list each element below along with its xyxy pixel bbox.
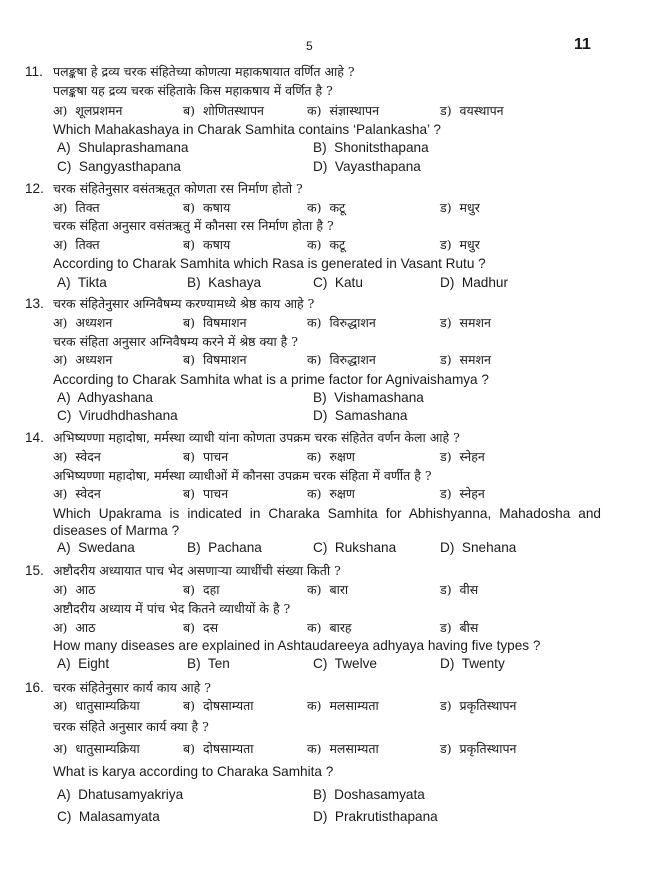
option-text: रुक्षण <box>329 486 355 501</box>
page-number: 5 <box>306 39 313 53</box>
option-text: Adhyashana <box>77 390 153 405</box>
english-option <box>440 655 505 673</box>
marathi-option <box>53 448 101 466</box>
option-label: C) <box>313 275 328 290</box>
hindi-option <box>183 102 264 120</box>
option-label: अ) <box>53 103 68 118</box>
english-option <box>313 139 429 157</box>
hindi-option <box>307 619 352 637</box>
hindi-option <box>307 102 379 120</box>
option-text: प्रकृतिस्थापन <box>459 698 517 713</box>
hindi-option <box>440 740 516 758</box>
question-number: 16. <box>25 680 44 695</box>
option-text: वयस्थापन <box>459 103 504 118</box>
option-label: B) <box>313 787 327 802</box>
hindi-option <box>307 485 355 503</box>
option-label: क) <box>307 620 322 635</box>
option-label: क) <box>307 315 322 330</box>
option-label: ब) <box>183 582 196 597</box>
option-text: Samashana <box>334 408 408 423</box>
option-label: ब) <box>183 200 196 215</box>
option-text: बीस <box>459 620 479 635</box>
option-text: Madhur <box>461 275 509 290</box>
option-text: विषमाशन <box>202 352 247 367</box>
option-label: D) <box>313 159 328 174</box>
sheet-number: 11 <box>574 36 591 53</box>
option-text: Vishamashana <box>334 390 424 405</box>
option-text: रुक्षण <box>329 449 355 464</box>
option-label: ड) <box>440 200 452 215</box>
question-english: Which Upakrama is indicated in Charaka Samhita for Abhishyanna, Mahadosha and <box>53 506 601 521</box>
option-label: क) <box>307 741 322 756</box>
option-label: क) <box>307 352 322 367</box>
marathi-option <box>307 199 345 217</box>
option-label: C) <box>313 540 328 555</box>
option-label: ड) <box>440 352 452 367</box>
option-text: Eight <box>78 656 110 671</box>
option-text: आठ <box>75 620 96 635</box>
option-label: अ) <box>53 315 68 330</box>
option-label: D) <box>440 540 455 555</box>
option-text: Tikta <box>77 275 107 290</box>
hindi-option <box>53 351 112 369</box>
english-option <box>57 655 109 673</box>
option-text: Vayasthapana <box>334 159 421 174</box>
option-label: A) <box>57 390 71 405</box>
option-text: Shulaprashamana <box>78 140 189 155</box>
option-text: Rukshana <box>334 540 397 555</box>
hindi-option <box>53 619 95 637</box>
option-label: B) <box>187 275 201 290</box>
option-label: ड) <box>440 741 452 756</box>
hindi-option <box>53 236 100 254</box>
question-english: How many diseases are explained in Ashtaudareeya adhyaya having five types ? <box>53 638 541 653</box>
option-text: शूलप्रशमन <box>75 103 123 118</box>
hindi-option <box>183 619 218 637</box>
option-label: B) <box>313 390 327 405</box>
option-label: A) <box>57 787 71 802</box>
hindi-option <box>440 485 485 503</box>
english-option <box>313 407 407 425</box>
hindi-option <box>307 236 345 254</box>
option-text: Dhatusamyakriya <box>78 787 184 802</box>
hindi-option <box>53 485 101 503</box>
question-english: What is karya according to Charaka Samhita ? <box>53 764 334 779</box>
marathi-option <box>307 697 379 715</box>
question-marathi: चरक संहितेनुसार अग्निवैषम्य करण्यामध्ये श्रेष्ठ काय आहे ? <box>53 296 315 311</box>
option-text: दस <box>202 620 219 635</box>
option-text: Pachana <box>208 540 262 555</box>
option-label: ड) <box>440 449 452 464</box>
option-text: पाचन <box>202 486 229 501</box>
english-option <box>440 539 516 557</box>
question-hindi: चरक संहिता अनुसार अग्निवैषम्य करने में श्रेष्ठ क्या है ? <box>53 334 298 349</box>
option-label: D) <box>313 809 328 824</box>
question-english: Which Mahakashaya in Charak Samhita contains ‘Palankasha’ ? <box>53 122 441 137</box>
option-label: ब) <box>183 103 196 118</box>
option-text: तिक्त <box>75 237 100 252</box>
marathi-option <box>183 581 219 599</box>
english-option <box>57 158 181 176</box>
english-option <box>187 539 262 557</box>
option-label: B) <box>313 140 327 155</box>
option-label: ब) <box>183 486 196 501</box>
option-text: स्वेदन <box>75 486 101 501</box>
english-option <box>313 808 438 826</box>
question-number: 14. <box>25 430 44 445</box>
option-label: ब) <box>183 352 196 367</box>
question-hindi: पलङ्कषा यह द्रव्य चरक संहिताके किस महाकषाय में वर्णित है ? <box>53 83 333 98</box>
option-text: बारा <box>329 582 349 597</box>
question-hindi: अष्टौदरीय अध्याय में पांच भेद कितने व्याधीयों के है ? <box>53 601 291 616</box>
option-text: प्रकृतिस्थापन <box>459 741 517 756</box>
option-label: C) <box>57 159 72 174</box>
option-text: धातुसाम्यक्रिया <box>75 741 140 756</box>
option-text: अध्यशन <box>75 315 113 330</box>
question-marathi: चरक संहितेनुसार वसंतऋतूत कोणता रस निर्माण होतो ? <box>53 181 303 196</box>
option-text: विषमाशन <box>202 315 247 330</box>
option-label: क) <box>307 698 322 713</box>
option-label: C) <box>57 809 72 824</box>
question-hindi: चरक संहिता अनुसार वसंतऋतु में कौनसा रस निर्माण होता है ? <box>53 218 334 233</box>
english-option <box>313 539 396 557</box>
option-text: Twelve <box>334 656 377 671</box>
option-text: Sangyasthapana <box>78 159 181 174</box>
option-label: ब) <box>183 741 196 756</box>
option-label: क) <box>307 200 322 215</box>
option-text: Doshasamyata <box>334 787 425 802</box>
option-label: ड) <box>440 582 452 597</box>
option-text: कटू <box>329 200 346 215</box>
question-number: 13. <box>25 296 44 311</box>
option-label: B) <box>187 656 201 671</box>
option-text: कषाय <box>202 237 231 252</box>
option-label: D) <box>440 275 455 290</box>
option-label: A) <box>57 140 71 155</box>
option-text: Swedana <box>78 540 135 555</box>
option-label: अ) <box>53 698 68 713</box>
marathi-option <box>440 581 478 599</box>
marathi-option <box>440 314 491 332</box>
hindi-option <box>440 236 480 254</box>
option-label: क) <box>307 449 322 464</box>
hindi-option <box>183 236 230 254</box>
option-label: A) <box>57 275 71 290</box>
option-text: वीस <box>459 582 479 597</box>
english-option <box>57 539 135 557</box>
option-text: Prakrutisthapana <box>334 809 438 824</box>
english-option <box>57 274 107 292</box>
option-label: अ) <box>53 352 68 367</box>
hindi-option <box>53 102 122 120</box>
hindi-option <box>307 740 379 758</box>
option-text: कषाय <box>202 200 231 215</box>
option-label: B) <box>187 540 201 555</box>
option-label: अ) <box>53 449 68 464</box>
option-text: विरुद्धाशन <box>329 315 376 330</box>
english-option <box>313 389 424 407</box>
marathi-option <box>183 314 247 332</box>
marathi-option <box>307 448 355 466</box>
option-label: क) <box>307 237 322 252</box>
option-text: अध्यशन <box>75 352 113 367</box>
option-text: Malasamyata <box>78 809 160 824</box>
english-option <box>57 786 183 804</box>
marathi-option <box>183 199 230 217</box>
hindi-option <box>440 351 491 369</box>
option-label: ब) <box>183 315 196 330</box>
question-marathi: पलङ्कषा हे द्रव्य चरक संहितेच्या कोणत्या महाकषायात वर्णित आहे ? <box>53 64 355 79</box>
option-text: Katu <box>334 275 363 290</box>
hindi-option <box>440 102 504 120</box>
option-label: ब) <box>183 237 196 252</box>
question-marathi: अष्टौदरीय अध्यायात पाच भेद असणाऱ्या व्याधींची संख्या किती ? <box>53 563 341 578</box>
marathi-option <box>53 697 140 715</box>
option-text: दहा <box>202 582 220 597</box>
option-text: Kashaya <box>208 275 262 290</box>
question-hindi: अभिष्यण्णा महादोषा, मर्मस्था व्याधीओं में कौनसा उपक्रम चरक संहिता में वर्णीत है ? <box>53 468 432 483</box>
option-text: मलसाम्यता <box>329 698 379 713</box>
option-text: स्नेहन <box>459 449 485 464</box>
marathi-option <box>183 448 228 466</box>
option-text: शोणितस्थापन <box>202 103 264 118</box>
option-text: दोषसाम्यता <box>202 698 254 713</box>
option-label: अ) <box>53 620 68 635</box>
option-label: ब) <box>183 620 196 635</box>
marathi-option <box>307 581 348 599</box>
marathi-option <box>440 448 485 466</box>
english-option <box>57 808 160 826</box>
question-english: According to Charak Samhita which Rasa is generated in Vasant Rutu ? <box>53 256 486 271</box>
option-text: Snehana <box>461 540 517 555</box>
question-number: 12. <box>25 181 44 196</box>
english-option <box>440 274 508 292</box>
marathi-option <box>53 199 100 217</box>
option-label: क) <box>307 582 322 597</box>
option-text: Ten <box>207 656 230 671</box>
option-text: बारह <box>329 620 352 635</box>
option-text: कटू <box>329 237 346 252</box>
option-label: ड) <box>440 103 452 118</box>
hindi-option <box>183 485 228 503</box>
option-label: C) <box>313 656 328 671</box>
english-option <box>187 655 230 673</box>
question-hindi: चरक संहिते अनुसार कार्य क्या है ? <box>53 719 209 734</box>
english-option <box>313 655 377 673</box>
hindi-option <box>440 619 478 637</box>
english-option <box>57 407 178 425</box>
option-label: अ) <box>53 582 68 597</box>
option-text: समशन <box>459 352 491 367</box>
option-label: अ) <box>53 741 68 756</box>
option-label: अ) <box>53 486 68 501</box>
option-text: Virudhdhashana <box>78 408 178 423</box>
option-text: स्वेदन <box>75 449 101 464</box>
option-text: स्नेहन <box>459 486 485 501</box>
question-english: diseases of Marma ? <box>53 523 180 538</box>
question-number: 11. <box>25 64 43 79</box>
option-label: ब) <box>183 698 196 713</box>
question-marathi: अभिष्यण्णा महादोषा, मर्मस्था व्याधी यांना कोणता उपक्रम चरक संहितेत वर्णन केला आहे ? <box>53 430 460 445</box>
option-text: धातुसाम्यक्रिया <box>75 698 140 713</box>
option-text: Shonitsthapana <box>334 140 429 155</box>
english-option <box>187 274 261 292</box>
option-text: समशन <box>459 315 491 330</box>
hindi-option <box>183 351 247 369</box>
english-option <box>313 786 425 804</box>
marathi-option <box>307 314 376 332</box>
hindi-option <box>53 740 140 758</box>
option-label: C) <box>57 408 72 423</box>
marathi-option <box>53 581 95 599</box>
option-label: ड) <box>440 486 452 501</box>
english-option <box>57 389 153 407</box>
hindi-option <box>307 351 376 369</box>
option-label: A) <box>57 656 71 671</box>
english-option <box>313 158 421 176</box>
option-label: ड) <box>440 698 452 713</box>
option-label: क) <box>307 486 322 501</box>
marathi-option <box>440 199 480 217</box>
english-option <box>313 274 363 292</box>
option-text: मधुर <box>459 200 480 215</box>
option-label: ड) <box>440 315 452 330</box>
marathi-option <box>183 697 253 715</box>
option-label: क) <box>307 103 322 118</box>
option-text: दोषसाम्यता <box>202 741 254 756</box>
option-text: मलसाम्यता <box>329 741 379 756</box>
option-label: अ) <box>53 200 68 215</box>
question-marathi: चरक संहितेनुसार कार्य काय आहे ? <box>53 680 211 695</box>
option-label: ड) <box>440 237 452 252</box>
english-option <box>57 139 189 157</box>
option-label: A) <box>57 540 71 555</box>
option-text: मधुर <box>459 237 480 252</box>
marathi-option <box>53 314 112 332</box>
option-text: Twenty <box>461 656 505 671</box>
option-text: आठ <box>75 582 96 597</box>
option-label: ड) <box>440 620 452 635</box>
question-number: 15. <box>25 563 44 578</box>
option-label: D) <box>313 408 328 423</box>
option-label: D) <box>440 656 455 671</box>
option-text: संज्ञास्थापन <box>329 103 380 118</box>
option-text: तिक्त <box>75 200 100 215</box>
option-text: विरुद्धाशन <box>329 352 376 367</box>
marathi-option <box>440 697 516 715</box>
hindi-option <box>183 740 253 758</box>
option-label: ब) <box>183 449 196 464</box>
option-text: पाचन <box>202 449 229 464</box>
question-english: According to Charak Samhita what is a prime factor for Agnivaishamya ? <box>53 372 489 387</box>
option-label: अ) <box>53 237 68 252</box>
